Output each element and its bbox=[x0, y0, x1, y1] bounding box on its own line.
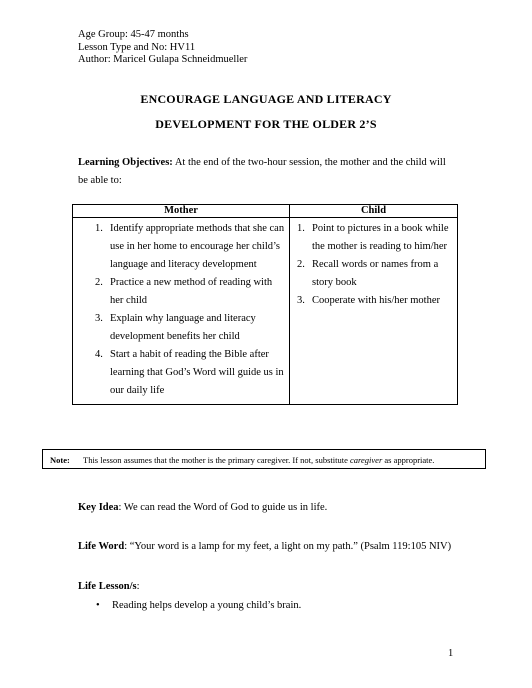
note-label: Note: bbox=[50, 455, 70, 465]
item-text: Recall words or names from a story book bbox=[312, 259, 439, 288]
life-word-label: Life Word bbox=[78, 541, 125, 552]
item-text: Identify appropriate methods that she can use in her home to encourage her child’s language and literacy development bbox=[110, 223, 285, 270]
age-group: Age Group: 45-47 months bbox=[78, 29, 189, 40]
item-number: 1. bbox=[297, 223, 305, 234]
page-number: 1 bbox=[448, 648, 454, 659]
objectives-text: At the end of the two-hour session, the mother and the child will be able to: bbox=[78, 157, 446, 186]
list-item bbox=[73, 274, 289, 310]
note-text-part: as appropriate. bbox=[382, 455, 435, 465]
list-item bbox=[290, 292, 457, 310]
list-item bbox=[73, 220, 289, 274]
key-idea-text: : We can read the Word of God to guide us in life. bbox=[118, 502, 328, 513]
item-number: 3. bbox=[95, 313, 103, 324]
key-idea bbox=[78, 502, 327, 513]
child-objectives-list bbox=[290, 220, 457, 310]
note-box bbox=[42, 449, 486, 469]
learning-objectives bbox=[78, 154, 458, 190]
lesson-type: Lesson Type and No: HV11 bbox=[78, 41, 196, 53]
item-text: Explain why language and literacy development benefits her child bbox=[110, 313, 256, 342]
list-item bbox=[73, 346, 289, 400]
item-number: 2. bbox=[297, 259, 305, 270]
item-text: Start a habit of reading the Bible after learning that God’s Word will guide us in our daily life bbox=[110, 349, 284, 396]
child-objectives-cell bbox=[290, 218, 458, 405]
life-lesson-bullets bbox=[96, 599, 301, 613]
list-item bbox=[96, 599, 301, 613]
item-number: 1. bbox=[95, 223, 103, 234]
list-item bbox=[73, 310, 289, 346]
list-item bbox=[290, 220, 457, 256]
note-text bbox=[83, 450, 434, 470]
life-lesson bbox=[78, 581, 140, 592]
bullet-text: Reading helps develop a young child’s brain. bbox=[112, 600, 302, 611]
bullet-icon: • bbox=[96, 600, 100, 611]
item-number: 2. bbox=[95, 277, 103, 288]
lesson-title-line-1: ENCOURAGE LANGUAGE AND LITERACY bbox=[140, 92, 392, 106]
note-text-part: This lesson assumes that the mother is the primary caregiver. If not, substitute bbox=[83, 455, 350, 465]
life-word-text: : “Your word is a lamp for my feet, a light on my path.” (Psalm 119:105 NIV) bbox=[124, 541, 452, 552]
item-text: Point to pictures in a book while the mother is reading to him/her bbox=[312, 223, 449, 252]
key-idea-label: Key Idea bbox=[78, 502, 119, 513]
note-text-italic: caregiver bbox=[350, 455, 383, 465]
mother-objectives-cell bbox=[73, 218, 290, 405]
objectives-table bbox=[72, 204, 458, 405]
life-word bbox=[78, 541, 451, 552]
item-text: Cooperate with his/her mother bbox=[312, 295, 441, 306]
objectives-label: Learning Objectives: bbox=[78, 157, 173, 168]
lesson-title-line-2: DEVELOPMENT FOR THE OLDER 2’S bbox=[155, 117, 377, 131]
lesson-header bbox=[78, 29, 247, 67]
item-number: 4. bbox=[95, 349, 103, 360]
mother-column-header: Mother bbox=[73, 205, 290, 218]
author: Author: Maricel Gulapa Schneidmueller bbox=[78, 54, 248, 65]
list-item bbox=[290, 256, 457, 292]
mother-objectives-list bbox=[73, 220, 289, 400]
life-lesson-label: Life Lesson/s bbox=[78, 581, 137, 592]
item-text: Practice a new method of reading with her child bbox=[110, 277, 273, 306]
child-column-header: Child bbox=[290, 205, 458, 218]
life-lesson-colon: : bbox=[136, 581, 140, 592]
item-number: 3. bbox=[297, 295, 305, 306]
